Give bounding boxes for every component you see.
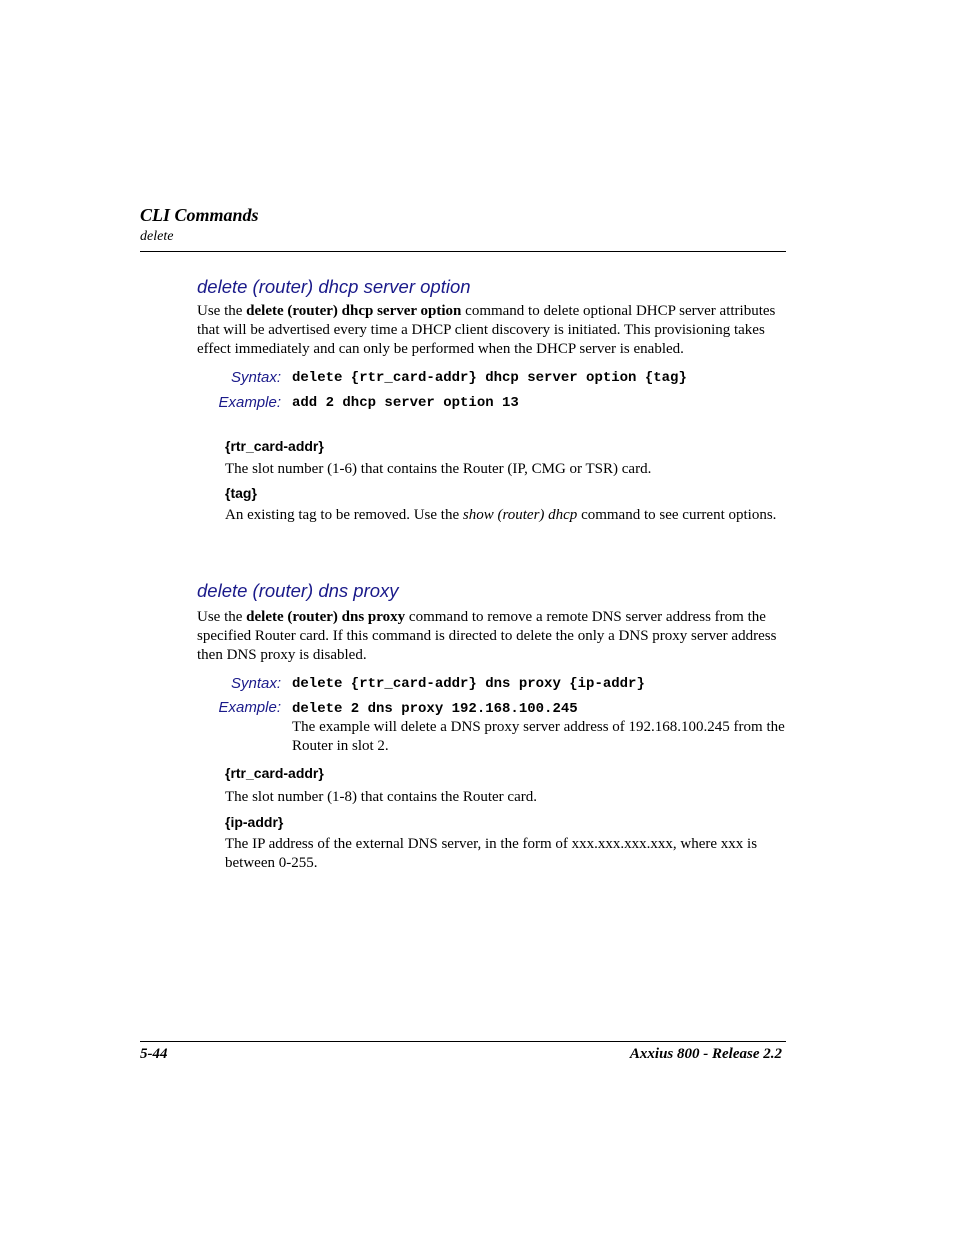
syntax-label: Syntax: <box>230 675 281 692</box>
param-name: {tag} <box>225 485 257 501</box>
example-command: delete 2 dns proxy 192.168.100.245 <box>292 701 578 717</box>
param-name: {ip-addr} <box>225 814 284 830</box>
footer-rule <box>140 1041 786 1042</box>
section-intro-dhcp-server-option: Use the delete (router) dhcp server option command to delete optional DHCP server attributes that will be advertised every time a DHCP client discovery is initiated. This provisioning takes effect immediately and can only be performed when the DHCP server is enabled. <box>197 303 776 357</box>
param-description: An existing tag to be removed. Use the show (router) dhcp command to see current options. <box>225 507 777 523</box>
param-description: The slot number (1-6) that contains the Router (IP, CMG or TSR) card. <box>225 461 652 477</box>
param-name: {rtr_card-addr} <box>225 765 324 781</box>
syntax-command: delete {rtr_card-addr} dns proxy {ip-addr} <box>292 676 645 692</box>
param-description: The slot number (1-8) that contains the Router card. <box>225 789 537 805</box>
syntax-label: Syntax: <box>230 369 281 386</box>
example-label: Example: <box>218 394 281 411</box>
running-header-subtitle: delete <box>140 229 174 244</box>
param-name: {rtr_card-addr} <box>225 438 324 454</box>
param-description: The IP address of the external DNS server, in the form of xxx.xxx.xxx.xxx, where xxx is between 0-255. <box>225 836 758 871</box>
example-command: add 2 dhcp server option 13 <box>292 395 519 411</box>
page-number: 5-44 <box>140 1046 168 1062</box>
header-rule <box>140 251 786 252</box>
section-intro-dns-proxy: Use the delete (router) dns proxy command to remove a remote DNS server address from the specified Router card. If this command is directed to delete the only a DNS proxy server address then DNS proxy is disabled. <box>197 609 777 663</box>
section-title-dns-proxy: delete (router) dns proxy <box>197 580 399 601</box>
product-release: Axxius 800 - Release 2.2 <box>629 1046 782 1062</box>
syntax-command: delete {rtr_card-addr} dhcp server option {tag} <box>292 370 687 386</box>
example-description: The example will delete a DNS proxy server address of 192.168.100.245 from the Router in slot 2. <box>292 719 785 754</box>
running-header-title: CLI Commands <box>140 205 259 225</box>
section-title-dhcp-server-option: delete (router) dhcp server option <box>197 276 471 297</box>
example-label: Example: <box>218 699 281 716</box>
